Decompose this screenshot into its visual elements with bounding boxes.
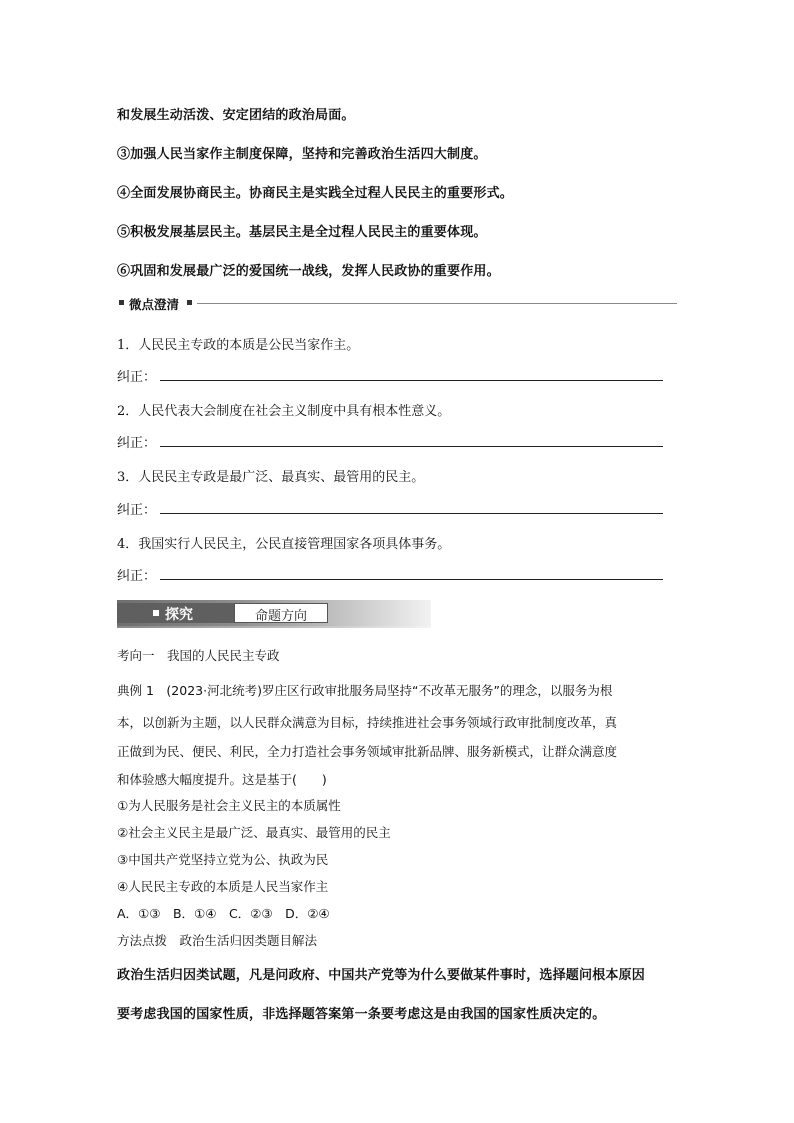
method-title: 方法点拨 政治生活归因类题目解法 xyxy=(117,933,318,948)
correction-row-3 xyxy=(117,499,677,519)
example-option-4: ④人民民主专政的本质是人民当家作主 xyxy=(117,879,329,894)
square-bullet-icon xyxy=(153,610,159,616)
example-line-2: 本，以创新为主题，以人民群众满意为目标，持续推进社会事务领域行政审批制度改革，真 xyxy=(117,715,618,730)
banner-underline xyxy=(117,626,431,628)
example-line-1: 典例 1 (2023·河北统考)罗庄区行政审批服务局坚持“不改革无服务”的理念，以服务为根 xyxy=(117,683,613,698)
correction-answer-line[interactable] xyxy=(160,446,663,447)
clarify-item-1: 1．人民民主专政的本质是公民当家作主。 xyxy=(117,338,360,353)
banner-tag: 探究 xyxy=(165,607,193,623)
divider-rule xyxy=(197,303,677,304)
example-option-2: ②社会主义民主是最广泛、最真实、最管用的民主 xyxy=(117,825,391,840)
correction-answer-line[interactable] xyxy=(160,579,663,580)
correction-label: 纠正： xyxy=(117,370,157,385)
method-line-1: 政治生活归因类试题，凡是问政府、中国共产党等为什么要做某件事时，选择题问根本原因 xyxy=(117,968,646,983)
direction-heading: 考向一 我国的人民民主专政 xyxy=(117,648,280,663)
banner-subtitle: 命题方向 xyxy=(254,609,307,624)
square-bullet-icon xyxy=(119,300,124,305)
example-line-4: 和体验感大幅度提升。这是基于( ) xyxy=(117,772,327,787)
correction-row-2 xyxy=(117,432,677,452)
method-line-2: 要考虑我国的国家性质，非选择题答案第一条要考虑这是由我国的国家性质决定的。 xyxy=(117,1007,606,1022)
clarify-item-2: 2．人民代表大会制度在社会主义制度中具有根本性意义。 xyxy=(117,404,451,419)
example-option-3: ③中国共产党坚持立党为公、执政为民 xyxy=(117,852,329,867)
explore-banner xyxy=(117,600,431,628)
clarify-section-header xyxy=(117,295,677,311)
correction-answer-line[interactable] xyxy=(160,380,663,381)
intro-item-6: ⑥巩固和发展最广泛的爱国统一战线，发挥人民政协的重要作用。 xyxy=(117,264,500,279)
correction-row-1 xyxy=(117,366,677,386)
correction-label: 纠正： xyxy=(117,503,157,518)
example-choices: A．①③ B．①④ C．②③ D．②④ xyxy=(117,906,330,921)
example-option-1: ①为人民服务是社会主义民主的本质属性 xyxy=(117,798,341,813)
example-line-3: 正做到为民、便民、利民，全力打造社会事务领域审批新品牌、服务新模式，让群众满意度 xyxy=(117,744,618,759)
correction-row-4 xyxy=(117,565,677,585)
clarify-item-4: 4．我国实行人民民主，公民直接管理国家各项具体事务。 xyxy=(117,537,451,552)
square-bullet-icon xyxy=(187,300,192,305)
intro-item-4: ④全面发展协商民主。协商民主是实践全过程人民民主的重要形式。 xyxy=(117,186,514,201)
correction-answer-line[interactable] xyxy=(160,513,663,514)
clarify-item-3: 3．人民民主专政是最广泛、最真实、最管用的民主。 xyxy=(117,470,425,485)
intro-item-3: ③加强人民当家作主制度保障，坚持和完善政治生活四大制度。 xyxy=(117,147,487,162)
intro-item-5: ⑤积极发展基层民主。基层民主是全过程人民民主的重要体现。 xyxy=(117,225,487,240)
correction-label: 纠正： xyxy=(117,436,157,451)
intro-line: 和发展生动活泼、安定团结的政治局面。 xyxy=(117,108,355,123)
clarify-title: 微点澄清 xyxy=(129,297,180,312)
banner-subtitle-box xyxy=(234,603,328,623)
correction-label: 纠正： xyxy=(117,569,157,584)
